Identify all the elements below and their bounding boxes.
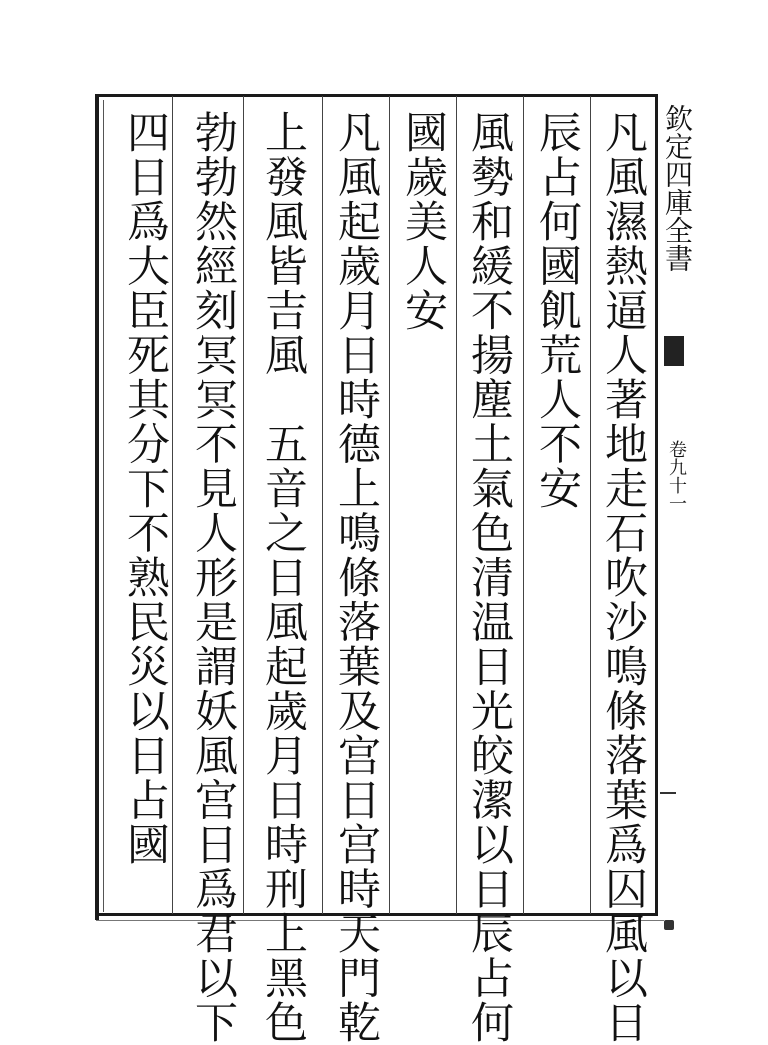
text-column-7: 勃勃然經刻冥冥不見人形是謂妖風宫日爲君以下 (188, 110, 238, 1045)
frame-right-border (655, 94, 658, 916)
corner-mark (664, 920, 674, 930)
edition-title: 欽定四庫全書 (661, 104, 694, 272)
edition-fish-tail-mark (664, 336, 684, 366)
frame-left-inner-border (103, 100, 104, 912)
volume-label: 卷九十一 (666, 440, 687, 512)
frame-top-border (96, 94, 658, 97)
text-column-5: 凡風起歲月日時德上鳴條落葉及宫日宫時天門乾 (331, 110, 381, 1045)
text-column-2: 辰占何國飢荒人不安 (532, 110, 582, 511)
frame-left-border (95, 94, 99, 920)
column-rule (389, 96, 390, 914)
text-column-3: 風勢和緩不揚塵土氣色清温日光皎潔以日辰占何 (464, 110, 514, 1045)
text-column-1: 凡風濕熱逼人著地走石吹沙鳴條落葉爲囚風以日 (598, 110, 648, 1045)
text-column-8: 四日爲大臣死其分下不熟民災以日占國 (120, 110, 170, 867)
text-column-4: 國歲美人安 (398, 110, 448, 333)
edition-divider (660, 792, 676, 794)
text-column-6: 上發風皆吉風 五音之日風起歲月日時刑上黑色 (258, 110, 308, 1045)
column-rule (590, 96, 591, 914)
column-rule (243, 96, 244, 914)
column-rule (322, 96, 323, 914)
column-rule (456, 96, 457, 914)
column-rule (523, 96, 524, 914)
